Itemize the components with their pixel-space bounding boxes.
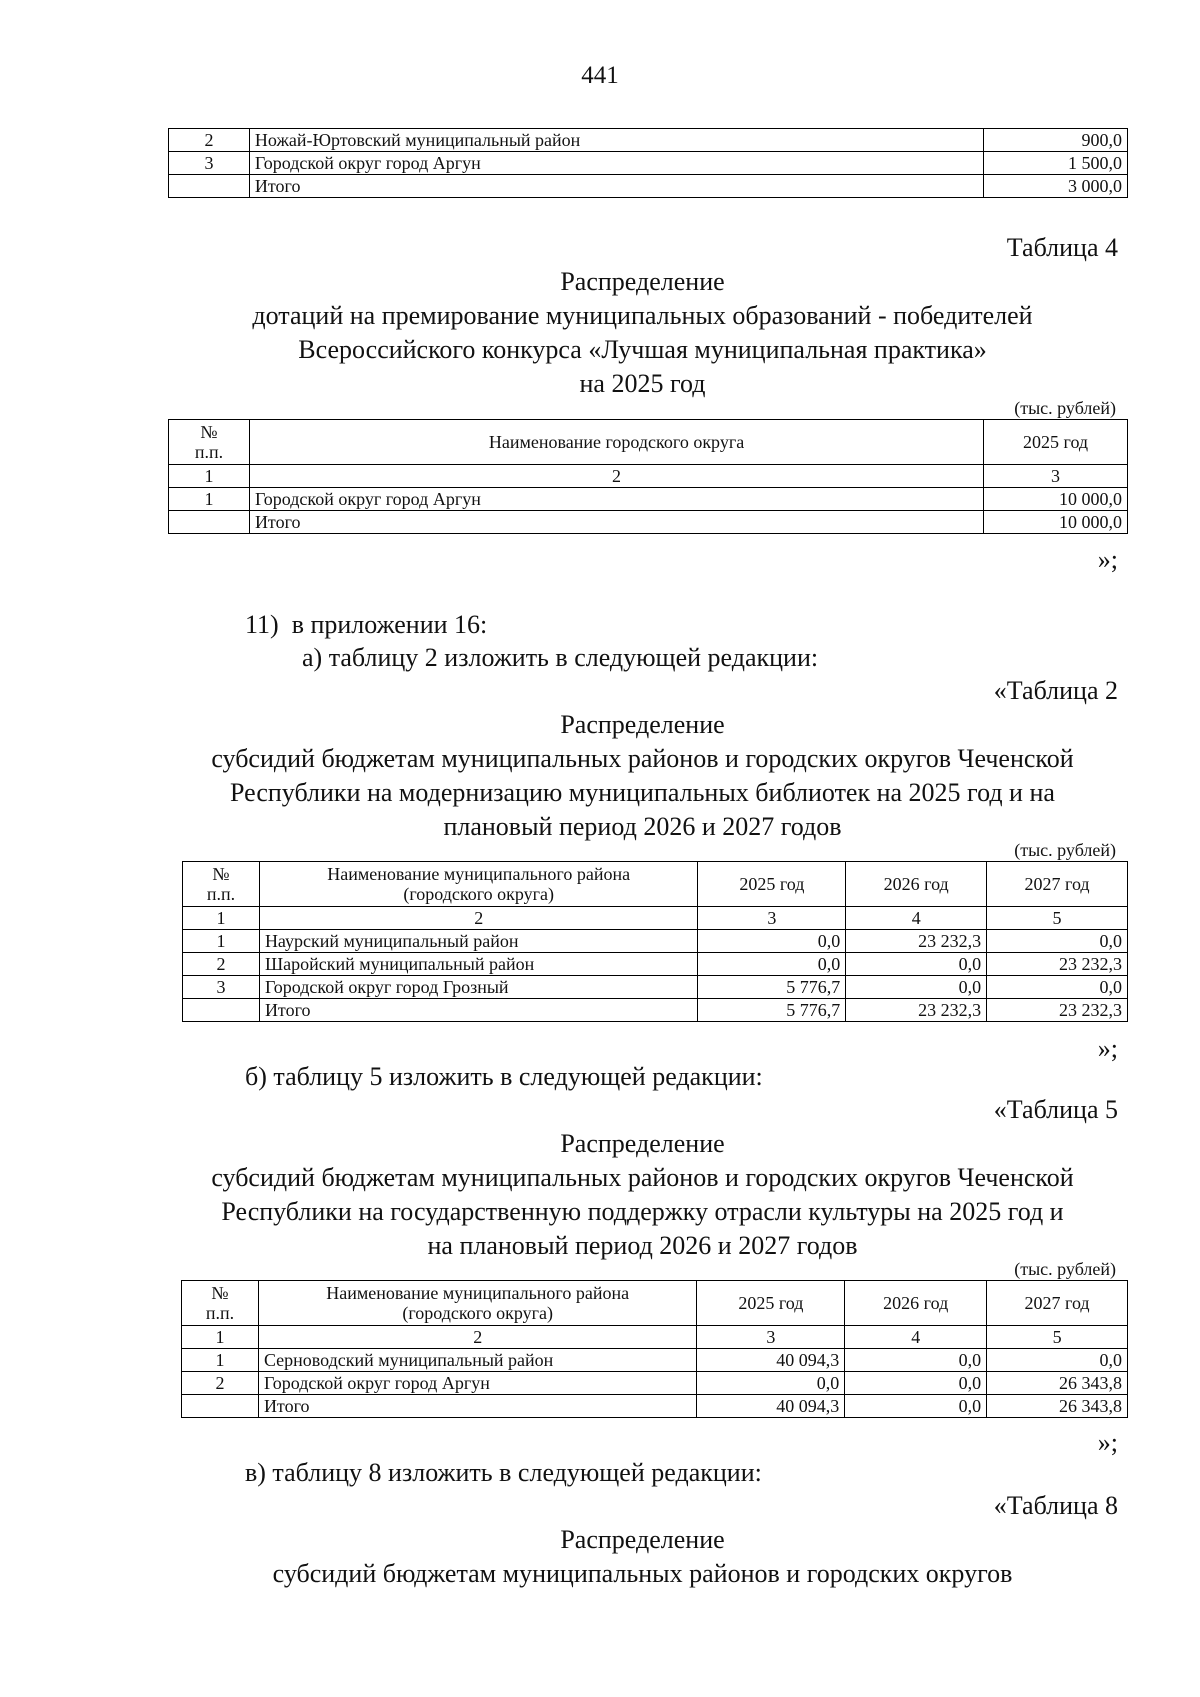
title-line: Распределение — [560, 267, 725, 296]
item-b: б) таблицу 5 изложить в следующей редакции: — [245, 1062, 763, 1091]
row-name: Городской округ город Грозный — [259, 976, 698, 999]
table5 — [181, 1280, 1128, 1418]
index-cell: 2 — [258, 1326, 697, 1349]
row-value-2026: 0,0 — [846, 953, 987, 976]
table-row — [169, 175, 1128, 198]
header-year-2027: 2027 год — [987, 1281, 1128, 1326]
header-name-line2: (городского округа) — [403, 884, 555, 904]
table2-title — [150, 708, 1135, 844]
row-number: 2 — [169, 129, 250, 152]
item-11-a: а) таблицу 2 изложить в следующей редакции: — [302, 643, 819, 672]
header-name: Наименование городского округа — [249, 420, 983, 465]
row-value-2027: 0,0 — [987, 930, 1128, 953]
item-v: в) таблицу 8 изложить в следующей редакции: — [245, 1458, 762, 1487]
table5-label: «Таблица 5 — [993, 1095, 1118, 1124]
row-name: Наурский муниципальный район — [259, 930, 698, 953]
table4-unit: (тыс. рублей) — [1014, 398, 1116, 418]
header-year-2026: 2026 год — [846, 862, 987, 907]
table-index-row — [183, 907, 1128, 930]
row-value-2026: 23 232,3 — [846, 930, 987, 953]
row-value-2025: 40 094,3 — [697, 1395, 845, 1418]
table-row — [169, 152, 1128, 175]
index-cell: 2 — [249, 465, 983, 488]
table2-closing: »; — [1097, 1034, 1118, 1063]
row-name: Итого — [249, 175, 983, 198]
table-index-row — [169, 465, 1128, 488]
row-number — [169, 511, 250, 534]
index-cell: 3 — [698, 907, 846, 930]
row-value: 10 000,0 — [984, 511, 1128, 534]
row-number: 3 — [169, 152, 250, 175]
title-line: Распределение — [560, 1525, 725, 1554]
row-name: Городской округ город Аргун — [249, 488, 983, 511]
header-year-2027: 2027 год — [987, 862, 1128, 907]
table-header-row — [183, 862, 1128, 907]
header-number-line2: п.п. — [194, 442, 224, 462]
table-row — [182, 1395, 1128, 1418]
row-value-2027: 0,0 — [987, 976, 1128, 999]
header-number-line2: п.п. — [206, 884, 236, 904]
table-row — [169, 129, 1128, 152]
index-cell: 1 — [182, 1326, 259, 1349]
table-row — [169, 488, 1128, 511]
header-year-2025: 2025 год — [697, 1281, 845, 1326]
row-number — [182, 1395, 259, 1418]
index-cell: 3 — [984, 465, 1128, 488]
title-line: субсидий бюджетам муниципальных районов и городских округов Чеченской — [211, 744, 1074, 773]
row-name: Ножай-Юртовский муниципальный район — [249, 129, 983, 152]
table5-title — [150, 1127, 1135, 1263]
row-number: 1 — [182, 1349, 259, 1372]
row-value-2027: 23 232,3 — [987, 953, 1128, 976]
index-cell: 1 — [183, 907, 260, 930]
title-line: дотаций на премирование муниципальных образований - победителей — [252, 301, 1033, 330]
row-name: Городской округ город Аргун — [249, 152, 983, 175]
row-number: 1 — [169, 488, 250, 511]
row-value-2025: 40 094,3 — [697, 1349, 845, 1372]
table-row — [183, 930, 1128, 953]
item-11: 11) в приложении 16: — [245, 610, 488, 639]
header-number-line1: № — [211, 1283, 229, 1303]
index-cell: 1 — [169, 465, 250, 488]
row-value-2025: 5 776,7 — [698, 976, 846, 999]
header-number — [169, 420, 250, 465]
title-line: Распределение — [560, 1129, 725, 1158]
table5-closing: »; — [1097, 1428, 1118, 1457]
title-line: Республики на государственную поддержку отрасли культуры на 2025 год и — [221, 1197, 1064, 1226]
table-row — [183, 976, 1128, 999]
table-header-row — [182, 1281, 1128, 1326]
table-top-continuation — [168, 128, 1128, 198]
page-number: 441 — [581, 62, 619, 89]
title-line: Республики на модернизацию муниципальных библиотек на 2025 год и на — [230, 778, 1055, 807]
table-row — [169, 511, 1128, 534]
title-line: субсидий бюджетам муниципальных районов и городских округов Чеченской — [211, 1163, 1074, 1192]
header-number-line1: № — [212, 864, 230, 884]
row-number — [183, 999, 260, 1022]
table2-label: «Таблица 2 — [993, 676, 1118, 705]
row-value-2025: 5 776,7 — [698, 999, 846, 1022]
header-year-2025: 2025 год — [698, 862, 846, 907]
row-value-2026: 0,0 — [845, 1372, 987, 1395]
table-row — [183, 953, 1128, 976]
table2 — [182, 861, 1128, 1022]
header-name — [258, 1281, 697, 1326]
index-cell: 5 — [987, 1326, 1128, 1349]
row-name: Серноводский муниципальный район — [258, 1349, 697, 1372]
row-name: Итого — [249, 511, 983, 534]
table-row — [182, 1372, 1128, 1395]
title-line: Распределение — [560, 710, 725, 739]
row-value: 10 000,0 — [984, 488, 1128, 511]
table4 — [168, 419, 1128, 534]
title-line: Всероссийского конкурса «Лучшая муниципальная практика» — [298, 335, 987, 364]
row-number: 2 — [183, 953, 260, 976]
table5-unit: (тыс. рублей) — [1014, 1259, 1116, 1279]
row-value-2025: 0,0 — [698, 953, 846, 976]
row-value: 900,0 — [984, 129, 1128, 152]
table4-closing: »; — [1097, 545, 1118, 574]
header-number-line2: п.п. — [205, 1303, 235, 1323]
header-number — [182, 1281, 259, 1326]
index-cell: 2 — [259, 907, 698, 930]
row-value-2026: 23 232,3 — [846, 999, 987, 1022]
index-cell: 3 — [697, 1326, 845, 1349]
row-value-2025: 0,0 — [698, 930, 846, 953]
table-index-row — [182, 1326, 1128, 1349]
row-value-2027: 26 343,8 — [987, 1395, 1128, 1418]
index-cell: 4 — [846, 907, 987, 930]
row-value-2027: 23 232,3 — [987, 999, 1128, 1022]
row-value-2027: 0,0 — [987, 1349, 1128, 1372]
title-line: субсидий бюджетам муниципальных районов и городских округов — [272, 1559, 1013, 1588]
table-row — [182, 1349, 1128, 1372]
table-row — [183, 999, 1128, 1022]
row-name: Городской округ город Аргун — [258, 1372, 697, 1395]
title-line: плановый период 2026 и 2027 годов — [443, 812, 842, 841]
row-name: Итого — [258, 1395, 697, 1418]
row-value: 3 000,0 — [984, 175, 1128, 198]
title-line: на 2025 год — [579, 369, 706, 398]
row-value-2026: 0,0 — [845, 1349, 987, 1372]
row-number — [169, 175, 250, 198]
table-header-row — [169, 420, 1128, 465]
header-number-line1: № — [200, 422, 218, 442]
index-cell: 5 — [987, 907, 1128, 930]
header-name — [259, 862, 698, 907]
table4-title — [150, 265, 1135, 401]
table2-unit: (тыс. рублей) — [1014, 840, 1116, 860]
header-year: 2025 год — [984, 420, 1128, 465]
row-value-2025: 0,0 — [697, 1372, 845, 1395]
title-line: на плановый период 2026 и 2027 годов — [427, 1231, 858, 1260]
row-value-2026: 0,0 — [846, 976, 987, 999]
row-name: Шаройский муниципальный район — [259, 953, 698, 976]
table4-label: Таблица 4 — [1006, 233, 1118, 262]
table8-label: «Таблица 8 — [993, 1491, 1118, 1520]
row-value: 1 500,0 — [984, 152, 1128, 175]
row-number: 1 — [183, 930, 260, 953]
header-number — [183, 862, 260, 907]
header-name-line1: Наименование муниципального района — [327, 864, 631, 884]
index-cell: 4 — [845, 1326, 987, 1349]
header-name-line1: Наименование муниципального района — [326, 1283, 630, 1303]
row-value-2026: 0,0 — [845, 1395, 987, 1418]
header-year-2026: 2026 год — [845, 1281, 987, 1326]
row-value-2027: 26 343,8 — [987, 1372, 1128, 1395]
table8-title — [150, 1523, 1135, 1591]
row-number: 2 — [182, 1372, 259, 1395]
header-name-line2: (городского округа) — [402, 1303, 554, 1323]
row-number: 3 — [183, 976, 260, 999]
row-name: Итого — [259, 999, 698, 1022]
